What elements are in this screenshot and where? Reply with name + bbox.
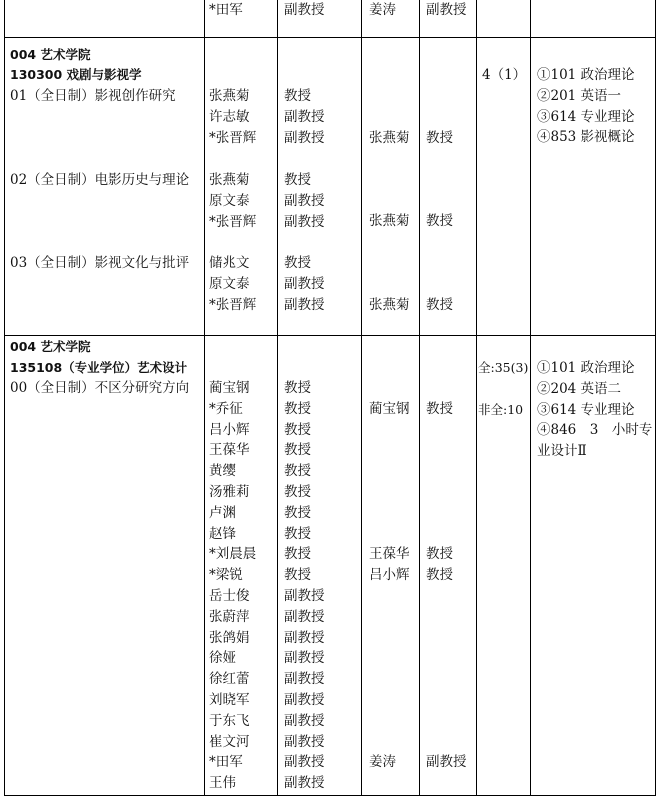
teacher-name: 张蔚萍 xyxy=(209,608,250,625)
exam-subject: ③614 专业理论 xyxy=(537,401,635,418)
title-list xyxy=(284,378,325,794)
teacher-title: 副教授 xyxy=(284,733,325,750)
teacher-name: 岳士俊 xyxy=(209,587,250,604)
teacher-list xyxy=(209,253,256,315)
teacher-list xyxy=(209,170,256,232)
teacher-title: 教授 xyxy=(284,442,311,459)
teacher-name: 卢渊 xyxy=(209,504,236,521)
supervisor-name: 王葆华 xyxy=(369,546,410,562)
column-divider xyxy=(204,0,205,795)
major-name: 130300 戏剧与影视学 xyxy=(10,67,142,82)
teacher-title: 教授 xyxy=(284,380,311,396)
teacher-name: 王伟 xyxy=(209,775,236,792)
teacher-name: *刘晨晨 xyxy=(209,546,257,563)
table-border-right xyxy=(655,0,656,795)
major-name: 135108（专业学位）艺术设计 xyxy=(10,360,188,375)
teacher-title: 副教授 xyxy=(284,192,325,209)
teacher-title: 教授 xyxy=(284,546,311,563)
teacher-title: 副教授 xyxy=(284,108,325,125)
teacher-title: 教授 xyxy=(284,172,311,188)
teacher-title: 副教授 xyxy=(284,129,325,146)
teacher-title: 副教授 xyxy=(284,775,325,792)
teacher-title: 教授 xyxy=(284,463,311,480)
teacher-name: *张晋辉 xyxy=(209,213,257,230)
teacher-title: 教授 xyxy=(284,400,311,417)
teacher-title: 副教授 xyxy=(284,587,325,604)
exam-subjects xyxy=(537,358,652,462)
column-divider xyxy=(476,0,477,795)
college-name: 004 艺术学院 xyxy=(10,339,91,354)
enroll-count: 4（1） xyxy=(482,67,527,83)
supervisor-name: 姜涛 xyxy=(369,2,396,18)
direction-name: 03（全日制）影视文化与批评 xyxy=(10,255,190,271)
teacher-name: 原文泰 xyxy=(209,192,250,209)
teacher-title: 教授 xyxy=(284,525,311,542)
column-divider xyxy=(277,0,278,795)
teacher-title: 副教授 xyxy=(284,754,325,771)
teacher-name: 吕小辉 xyxy=(209,421,250,438)
teacher-title: 教授 xyxy=(284,88,311,104)
row-divider xyxy=(4,37,656,38)
teacher-name: *张晋辉 xyxy=(209,129,257,146)
enroll-part-time: 非全:10 xyxy=(478,402,524,417)
direction-name: 00（全日制）不区分研究方向 xyxy=(10,380,190,396)
exam-subject: 业设计Ⅱ xyxy=(537,443,587,460)
title-list xyxy=(284,86,325,148)
teacher-name: *张晋辉 xyxy=(209,296,257,313)
supervisor-name: 姜涛 xyxy=(369,754,396,770)
teacher-title: 副教授 xyxy=(284,296,325,313)
teacher-name: *梁锐 xyxy=(209,567,243,584)
teacher-title: 副教授 xyxy=(284,650,325,667)
teacher-list xyxy=(209,378,256,794)
column-divider xyxy=(361,0,362,795)
supervisor-title: 教授 xyxy=(426,213,453,229)
teacher-name: 徐娅 xyxy=(209,650,236,667)
table-border-left xyxy=(4,0,5,795)
exam-subject: ②201 英语一 xyxy=(537,87,622,104)
teacher-name: *乔征 xyxy=(209,400,243,417)
supervisor-title: 教授 xyxy=(426,567,453,583)
teacher-title: 副教授 xyxy=(284,712,325,729)
teacher-title: 教授 xyxy=(284,421,311,438)
direction-name: 02（全日制）电影历史与理论 xyxy=(10,172,190,188)
teacher-title: 副教授 xyxy=(284,213,325,230)
title-list xyxy=(284,170,325,232)
supervisor-title: 教授 xyxy=(426,297,453,313)
teacher-title: 教授 xyxy=(284,255,311,271)
teacher-name: 张燕菊 xyxy=(209,172,250,188)
teacher-name: 刘晓军 xyxy=(209,691,250,708)
teacher-name: 王葆华 xyxy=(209,442,250,459)
teacher-name: 张鸽娟 xyxy=(209,629,250,646)
teacher-title: 副教授 xyxy=(284,2,325,18)
direction-name: 01（全日制）影视创作研究 xyxy=(10,88,176,104)
exam-subject: ①101 政治理论 xyxy=(537,360,635,376)
row-divider xyxy=(4,795,656,796)
supervisor-title: 教授 xyxy=(426,130,453,146)
supervisor-name: 吕小辉 xyxy=(369,567,410,583)
teacher-name: *田军 xyxy=(209,2,243,18)
column-divider xyxy=(419,0,420,795)
exam-subject: ①101 政治理论 xyxy=(537,67,635,83)
exam-subject: ②204 英语二 xyxy=(537,380,622,397)
exam-subject: ③614 专业理论 xyxy=(537,108,635,125)
teacher-title: 教授 xyxy=(284,567,311,584)
teacher-name: 徐红蕾 xyxy=(209,671,250,688)
teacher-title: 教授 xyxy=(284,504,311,521)
teacher-name: 赵锋 xyxy=(209,525,236,542)
teacher-title: 副教授 xyxy=(284,608,325,625)
teacher-name: 储兆文 xyxy=(209,255,250,271)
college-name: 004 艺术学院 xyxy=(10,47,91,62)
teacher-list xyxy=(209,86,256,148)
teacher-title: 副教授 xyxy=(284,275,325,292)
teacher-title: 副教授 xyxy=(284,691,325,708)
teacher-name: 崔文河 xyxy=(209,733,250,750)
teacher-name: 原文泰 xyxy=(209,275,250,292)
teacher-name: 蔺宝钢 xyxy=(209,380,250,396)
column-divider xyxy=(530,0,531,795)
enroll-full-time: 全:35(3) xyxy=(478,360,529,375)
teacher-title: 副教授 xyxy=(284,671,325,688)
title-list xyxy=(284,253,325,315)
teacher-name: 黄缨 xyxy=(209,463,236,480)
supervisor-name: 蔺宝钢 xyxy=(369,401,410,417)
teacher-title: 副教授 xyxy=(284,629,325,646)
exam-subjects xyxy=(537,65,635,148)
supervisor-name: 张燕菊 xyxy=(369,297,410,313)
supervisor-title: 副教授 xyxy=(426,754,467,770)
row-divider xyxy=(4,335,656,336)
supervisor-title: 教授 xyxy=(426,401,453,417)
supervisor-title: 副教授 xyxy=(426,2,467,18)
teacher-name: *田军 xyxy=(209,754,243,771)
supervisor-name: 张燕菊 xyxy=(369,213,410,229)
teacher-name: 许志敏 xyxy=(209,108,250,125)
exam-subject: ④853 影视概论 xyxy=(537,129,635,146)
exam-subject: ④846 3 小时专 xyxy=(537,422,653,439)
teacher-name: 于东飞 xyxy=(209,712,250,729)
teacher-title: 教授 xyxy=(284,483,311,500)
teacher-name: 张燕菊 xyxy=(209,88,250,104)
supervisor-name: 张燕菊 xyxy=(369,130,410,146)
supervisor-title: 教授 xyxy=(426,546,453,562)
teacher-name: 汤雅莉 xyxy=(209,483,250,500)
